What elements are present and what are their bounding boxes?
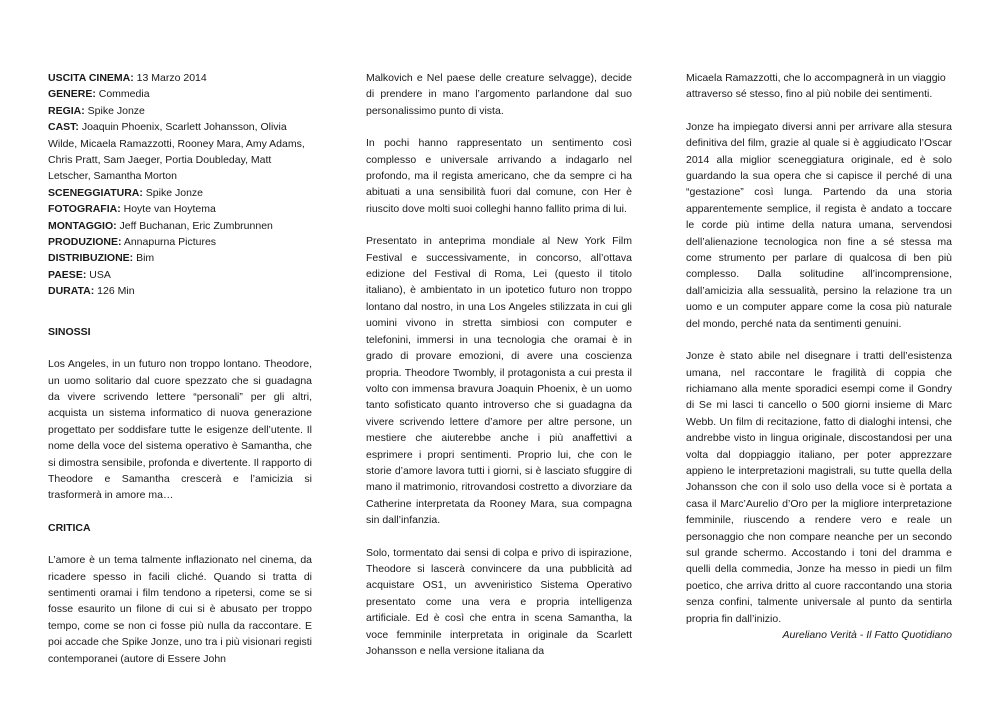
critica-paragraph-4: Solo, tormentato dai sensi di colpa e privo di ispirazione, Theodore si lascerà convincere da una pubblicità ad acquistare OS1, un avveniristico Sistema Operativo presentato come una vera e propria intelligenza artificiale. Ed è così che entra in scena Samantha, la voce femminile interpretata in originale da Scarlett Johansson e nella versione italiana da xyxy=(366,546,632,657)
info-value: Joaquin Phoenix, Scarlett Johansson, Olivia Wilde, Micaela Ramazzotti, Rooney Mara, Amy Adams, Chris Pratt, Sam Jaeger, Portia Doubleday, Matt Letscher, Samantha Morton xyxy=(48,121,305,183)
info-label: FOTOGRAFIA: xyxy=(48,203,121,216)
info-value: Commedia xyxy=(95,88,150,101)
info-photography xyxy=(48,201,312,217)
info-label: USCITA CINEMA: xyxy=(48,72,134,84)
info-editing xyxy=(48,218,312,234)
info-country xyxy=(48,267,312,283)
info-value: Spike Jonze xyxy=(84,104,145,117)
info-label: DISTRIBUZIONE: xyxy=(48,252,134,265)
column-middle xyxy=(366,70,632,659)
column-right xyxy=(686,70,952,643)
info-value: Hoyte van Hoytema xyxy=(120,203,216,216)
critica-heading: CRITICA xyxy=(48,521,91,534)
info-cast xyxy=(48,119,312,185)
critica-paragraph-2: In pochi hanno rappresentato un sentimento così complesso e universale arrivando a indagarlo nel profondo, ma il regista americano, che da sempre ci ha abituati a una sensibilità fuori dal comune, con Her è riuscito dove molti suoi colleghi hanno fallito prima di lui. xyxy=(366,137,632,215)
info-label: PRODUZIONE: xyxy=(48,236,122,249)
column-left xyxy=(48,70,312,667)
critica-paragraph-4-cont: Micaela Ramazzotti, che lo accompagnerà in un viaggio attraverso sé stesso, fino al più nobile dei sentimenti. xyxy=(686,72,946,101)
info-screenplay xyxy=(48,185,312,201)
info-label: PAESE: xyxy=(48,268,87,281)
info-distribution xyxy=(48,250,312,266)
critica-paragraph-3: Presentato in anteprima mondiale al New York Film Festival e successivamente, in concorso, all’ottava edizione del Festival di Roma, Lei (questo il titolo italiano), è ambientato in un ipotetico futuro non troppo lontano dal nostro, in una Los Angeles stilizzata in cui gli uomini vivono in stretta simbiosi con computer e telefonini, immersi in una tecnologia che oramai è in grado di provare emozioni, di avere una coscienza propria. Theodore Twombly, il protagonista a cui presta il volto con immensa bravura Joaquin Phoenix, è un uomo tanto sofisticato quanto introverso che si guadagna da vivere scrivendo lettere d’amore per altre persone, un mestiere che aiuterebbe anche i più anaffettivi a esprimere i propri sentimenti. Proprio lui, che con le storie d’amore lavora tutti i giorni, si è lasciato sfuggire di mano il matrimonio, ritrovandosi costretto a divorziare da Catherine interpretata da Rooney Mara, sua compagna sin dall’infanzia. xyxy=(366,235,632,527)
info-duration xyxy=(48,283,312,299)
info-release xyxy=(48,70,312,86)
sinossi-text: Los Angeles, in un futuro non troppo lontano. Theodore, un uomo solitario dal cuore spezzato che si guadagna da vivere scrivendo lettere “personali” per gli altri, acquista un sistema informatico di nuova generazione progettato per soddisfare tutte le esigenze dell’utente. Il nome della voce del sistema operativo è Samantha, che si dimostra sensibile, profonda e divertente. Il rapporto di Theodore e Samantha crescerà e l’amicizia si trasformerà in amore ma… xyxy=(48,358,312,502)
info-label: REGIA: xyxy=(48,104,85,117)
info-label: SCENEGGIATURA: xyxy=(48,186,143,199)
info-value: Annapurna Pictures xyxy=(121,236,217,249)
info-label: GENERE: xyxy=(48,88,96,101)
info-value: Spike Jonze xyxy=(142,186,204,199)
info-label: DURATA: xyxy=(48,285,95,298)
info-value: USA xyxy=(86,268,111,281)
info-value: Jeff Buchanan, Eric Zumbrunnen xyxy=(116,219,273,232)
info-production xyxy=(48,234,312,250)
sinossi-heading: SINOSSI xyxy=(48,325,91,338)
info-value: 126 Min xyxy=(94,285,135,298)
critica-paragraph-6: Jonze è stato abile nel disegnare i tratti dell’esistenza umana, nel raccontare le fragilità di coppia che richiamano alla mente sporadici esempi come il Gondry di Se mi lasci ti cancello o 500 giorni insieme di Marc Webb. Un film di recitazione, fatto di dialoghi intensi, che andrebbe visto in lingua originale, discostandosi per una volta dal doppiaggio italiano, per poter apprezzare appieno le interpretazioni magistrali, su tutte quella della Johansson che con il solo uso della voce si è portata a casa il Marc’Aurelio d’Oro per la migliore interpretazione femminile, riuscendo a rendere vero e reale un personaggio che non compare neanche per un secondo sul grande schermo. Accostando i toni del dramma e quelli della commedia, Jonze ha messo in piedi un film poetico, che arriva dritto al cuore raccontando una storia senza confini, talmente universale al punto da sentirla propria fin dall’inizio. xyxy=(686,350,952,625)
info-label: MONTAGGIO: xyxy=(48,219,117,232)
info-label: CAST: xyxy=(48,121,79,134)
critica-paragraph-1: L’amore è un tema talmente inflazionato nel cinema, da ricadere spesso in facili cliché. Quando si tratta di sentimenti oramai i film tendono a ripetersi, come se si fosse esaurito un filone di cui si è abusato per troppo tempo, come se non ci fosse più nulla da raccontare. E poi accade che Spike Jonze, uno tra i più visionari registi contemporanei (autore di Essere John xyxy=(48,554,312,665)
critica-paragraph-5: Jonze ha impiegato diversi anni per arrivare alla stesura definitiva del film, grazie al quale si è aggiudicato l’Oscar 2014 alla miglior sceneggiatura originale, ed è solo guardando la sua opera che si capisce il perché di una “gestazione” così lunga. Partendo da una storia apparentemente semplice, il regista è andato a toccare le corde più intime della natura umana, servendosi dell’alienazione tecnologica non fine a sé stessa ma come strumento per parlare di qualcosa di ben più complesso. Dalla solitudine all’incomprensione, dall’amicizia alla sessualità, persino la relazione tra un uomo e un computer appare come la cosa più naturale del mondo, perché nata da sentimenti genuini. xyxy=(686,120,952,330)
article-signature: Aureliano Verità - Il Fatto Quotidiano xyxy=(782,629,952,641)
info-genre xyxy=(48,86,312,102)
film-info xyxy=(48,70,312,300)
info-director xyxy=(48,103,312,119)
critica-paragraph-1-cont: Malkovich e Nel paese delle creature selvagge), decide di prendere in mano l’argomento parlandone dal suo personalissimo punto di vista. xyxy=(366,72,632,117)
info-value: 13 Marzo 2014 xyxy=(133,72,207,84)
info-value: Bim xyxy=(133,252,155,265)
